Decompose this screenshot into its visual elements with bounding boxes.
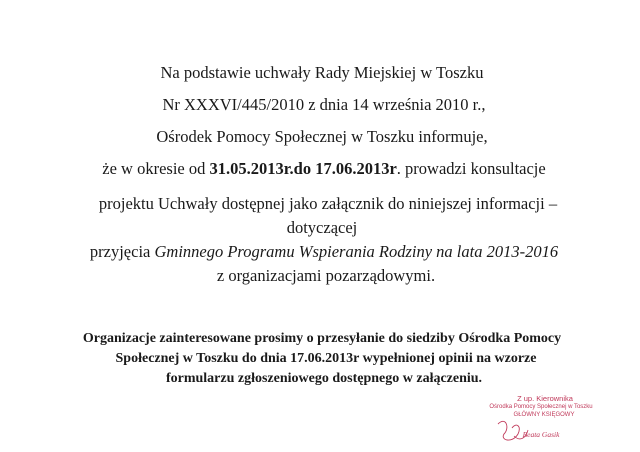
stamp-line-2: Ośrodka Pomocy Społecznej w Toszku	[489, 404, 593, 410]
document-line-1: Na podstawie uchwały Rady Miejskiej w Toszku	[160, 63, 484, 82]
line-7-prefix: przyjęcia	[89, 242, 155, 261]
program-name: Gminnego Programu Wspierania Rodziny na lata 2013-2016	[154, 242, 559, 261]
consultation-dates: 31.05.2013r.do 17.06.2013r	[209, 159, 397, 178]
notice-line-1: Organizacje zainteresowane prosimy o przesyłanie do siedziby Ośrodka Pomocy	[82, 331, 562, 346]
document-line-4	[4, 159, 640, 179]
line-4-prefix: że w okresie od	[102, 159, 210, 178]
signature-name: Beata Gasik	[522, 430, 560, 439]
document-line-5: projektu Uchwały dostępnej jako załącznik do niniejszej informacji –	[98, 194, 558, 213]
document-line-3: Ośrodek Pomocy Społecznej w Toszku informuje,	[156, 127, 488, 146]
stamp-line-1: Z up. Kierownika	[517, 394, 573, 403]
line-4-suffix: . prowadzi konsultacje	[396, 159, 546, 178]
document-line-2: Nr XXXVI/445/2010 z dnia 14 września 2010 r.,	[162, 95, 486, 114]
document-line-6: dotyczącej	[286, 218, 358, 237]
official-stamp	[472, 394, 610, 446]
document-line-8: z organizacjami pozarządowymi.	[216, 266, 436, 285]
stamp-line-3: GŁÓWNY KSIĘGOWY	[513, 412, 575, 418]
document-line-7	[4, 242, 640, 262]
notice-line-2: Społecznej w Toszku do dnia 17.06.2013r wypełnionej opinii na wzorze	[115, 351, 537, 366]
notice-line-3: formularzu zgłoszeniowego dostępnego w załączeniu.	[165, 371, 483, 386]
